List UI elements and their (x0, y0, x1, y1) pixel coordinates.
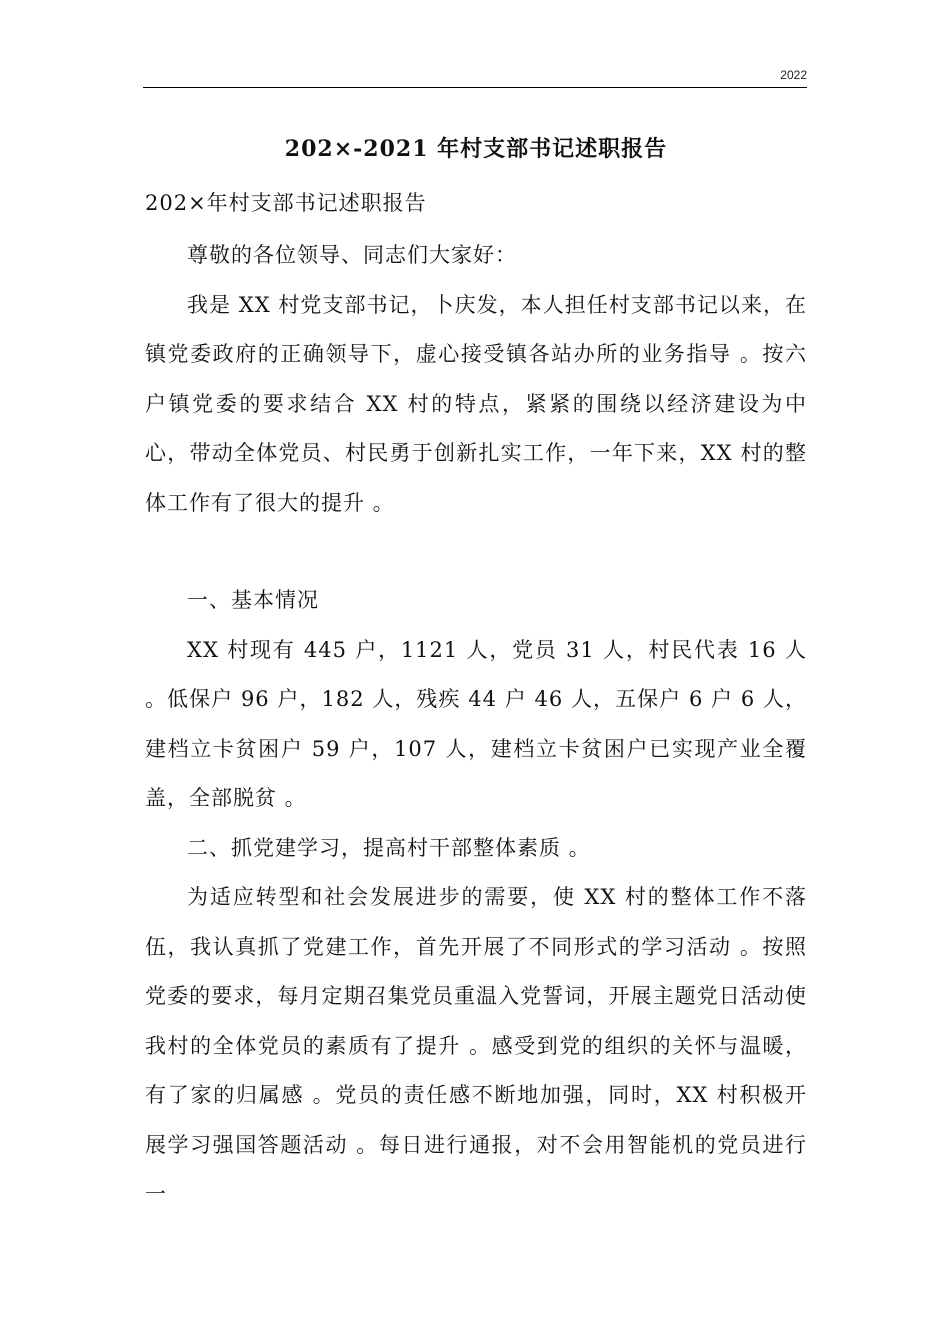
header-year: 2022 (780, 68, 807, 82)
document-body (145, 132, 807, 1220)
document-title: 202×-2021 年村支部书记述职报告 (284, 136, 668, 162)
header-rule (143, 87, 807, 88)
section2-body: 为适应转型和社会发展进步的需要，使 XX 村的整体工作不落伍，我认真抓了党建工作，首先开展了不同形式的学习活动 。按照党委的要求，每月定期召集党员重温入党誓词，开展主题党日活动使我村的全体党员的素质有了提升 。感受到党的组织的关怀与温暖，有了家的归属感 。党员的责任感不断地加强，同时，XX 村积极开展学习强国答题活动 。每日进行通报，对不会用智能机的党员进行一 (145, 885, 807, 1206)
document-subtitle: 202×年村支部书记述职报告 (145, 191, 427, 215)
paragraph-gap (145, 528, 807, 576)
greeting-paragraph: 尊敬的各位领导、同志们大家好： (187, 243, 517, 267)
section1-body: XX 村现有 445 户，1121 人，党员 31 人，村民代表 16 人 。低保户 96 户，182 人，残疾 44 户 46 人，五保户 6 户 6 人，建档立卡贫困户 59 户，107 人，建档立卡贫困户已实现产业全覆盖，全部脱贫 。 (145, 637, 807, 810)
section2-heading: 二、抓党建学习，提高村干部整体素质 。 (187, 835, 591, 860)
intro-paragraph: 我是 XX 村党支部书记，卜庆发，本人担任村支部书记以来，在镇党委政府的正确领导下，虚心接受镇各站办所的业务指导 。按六户镇党委的要求结合 XX 村的特点，紧紧的围绕以经济建设为中心，带动全体党员、村民勇于创新扎实工作，一年下来，XX 村的整体工作有了很大的提升 。 (145, 292, 807, 515)
section1-heading: 一、基本情况 (187, 588, 319, 612)
